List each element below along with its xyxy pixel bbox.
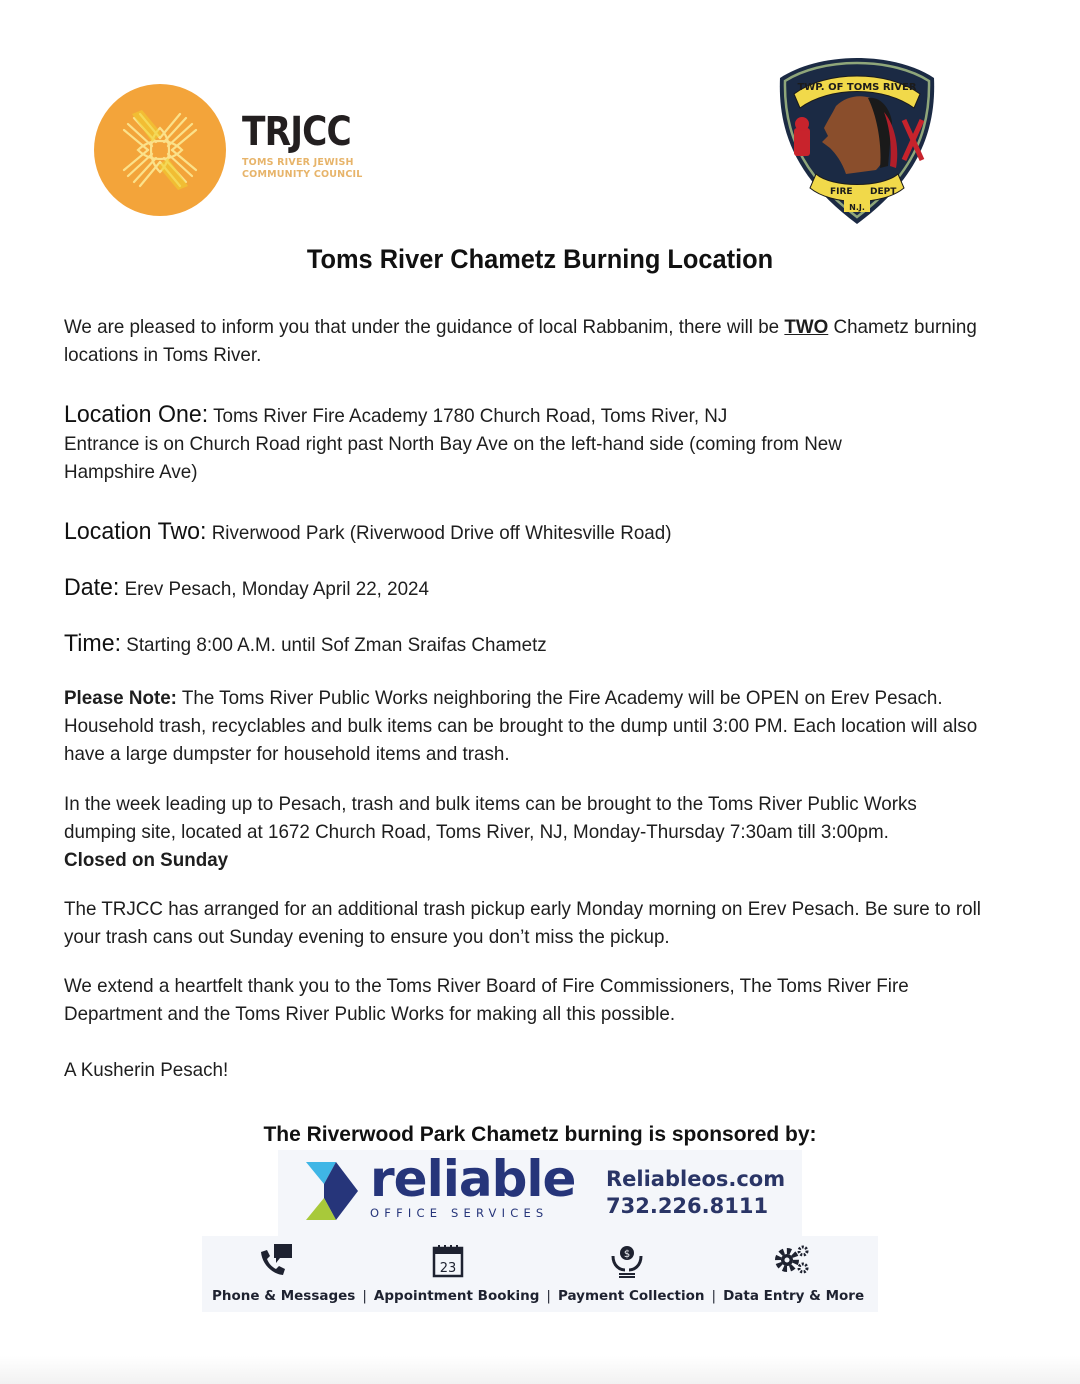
- closed-on-sunday: Closed on Sunday: [64, 849, 229, 871]
- location-two-label: Location Two:: [64, 518, 207, 545]
- reliable-subtitle: OFFICE SERVICES: [370, 1206, 549, 1220]
- closing-line: A Kusherin Pesach!: [64, 1059, 229, 1081]
- intro-emphasis: TWO: [784, 316, 829, 338]
- page-bottom-edge: [0, 1356, 1080, 1384]
- services-labels: [212, 1288, 864, 1304]
- intro-text-before: We are pleased to inform you that under the guidance of local Rabbanim, there will be: [64, 316, 785, 338]
- separator: |: [711, 1288, 717, 1304]
- services-bar: [202, 1236, 878, 1312]
- badge-left-text: FIRE: [830, 187, 853, 197]
- thanks-paragraph: We extend a heartfelt thank you to the Toms River Board of Fire Commissioners, The Toms River Fire Department and the Toms River Public Works for making all this possible.: [64, 975, 909, 1025]
- sponsor-website: Reliableos.com: [606, 1167, 786, 1191]
- sponsor-card: [278, 1150, 802, 1236]
- reliable-logo-mark-icon: [306, 1162, 358, 1220]
- service-data-entry: Data Entry & More: [723, 1288, 865, 1304]
- trjcc-wordmark: TRJCC: [242, 109, 351, 155]
- service-phone-messages: Phone & Messages: [212, 1288, 356, 1304]
- payment-hands-icon: [610, 1244, 644, 1278]
- svg-text:$: $: [623, 1249, 631, 1260]
- time-label: Time:: [64, 630, 122, 657]
- badge-right-text: DEPT: [870, 187, 897, 197]
- location-two-section: [64, 518, 990, 547]
- week-info-text: In the week leading up to Pesach, trash and bulk items can be brought to the Toms River Public Works dumping site, located at 1672 Church Road, Toms River, NJ, Monday-Thursday 7:30am till 3:00pm.: [64, 793, 917, 843]
- location-two-value: Riverwood Park (Riverwood Drive off Whitesville Road): [206, 522, 672, 544]
- fire-dept-badge-icon: [776, 56, 938, 226]
- service-payment-collection: Payment Collection: [557, 1288, 705, 1304]
- phone-messages-icon: [258, 1244, 294, 1276]
- trjcc-subtitle: [242, 157, 363, 181]
- pickup-paragraph: The TRJCC has arranged for an additional trash pickup early Monday morning on Erev Pesach. Be sure to roll your trash cans out Sunday evening to ensure you don’t miss the pickup.: [64, 898, 981, 948]
- separator: |: [362, 1288, 367, 1304]
- trjcc-logo: [94, 84, 364, 218]
- calendar-icon: [432, 1244, 464, 1278]
- time-section: [64, 630, 990, 659]
- intro-paragraph: [64, 313, 990, 369]
- date-value: Erev Pesach, Monday April 22, 2024: [119, 578, 429, 600]
- trjcc-subtitle-line2: COMMUNITY COUNCIL: [242, 169, 363, 180]
- reliable-wordmark: reliable: [370, 1150, 576, 1208]
- service-appointment-booking: Appointment Booking: [373, 1288, 540, 1304]
- trjcc-subtitle-line1: TOMS RIVER JEWISH: [242, 157, 354, 168]
- badge-bottom-text: N.J.: [849, 203, 865, 212]
- trjcc-hands-emblem-icon: [94, 84, 226, 216]
- sponsor-heading: The Riverwood Park Chametz burning is sponsored by:: [263, 1123, 817, 1146]
- calendar-day: 23: [439, 1261, 457, 1276]
- location-one-label: Location One:: [64, 401, 209, 428]
- intro-text-after: Chametz burning locations in Toms River.: [64, 316, 977, 366]
- sponsor-phone: 732.226.8111: [606, 1194, 769, 1218]
- date-label: Date:: [64, 574, 120, 601]
- location-one-value: Toms River Fire Academy 1780 Church Road, Toms River, NJ: [208, 405, 728, 427]
- gears-icon: [774, 1244, 810, 1276]
- note-value: The Toms River Public Works neighboring the Fire Academy will be OPEN on Erev Pesach. Household trash, recyclables and bulk items can be brought to the dump until 3:00 PM. Each location will also have a large dumpster for household items and trash.: [64, 687, 978, 765]
- separator: |: [546, 1288, 551, 1304]
- week-info-paragraph: [64, 790, 990, 874]
- time-value: Starting 8:00 A.M. until Sof Zman Sraifas Chametz: [121, 634, 547, 656]
- location-one-directions: Entrance is on Church Road right past North Bay Ave on the left-hand side (coming from New Hampshire Ave): [64, 433, 842, 483]
- document-title: Toms River Chametz Burning Location: [306, 244, 774, 274]
- please-note-paragraph: [64, 684, 990, 768]
- date-section: [64, 574, 990, 603]
- location-one-section: [64, 401, 990, 486]
- note-label: Please Note:: [64, 687, 177, 709]
- badge-top-text: TWP. OF TOMS RIVER: [797, 82, 917, 93]
